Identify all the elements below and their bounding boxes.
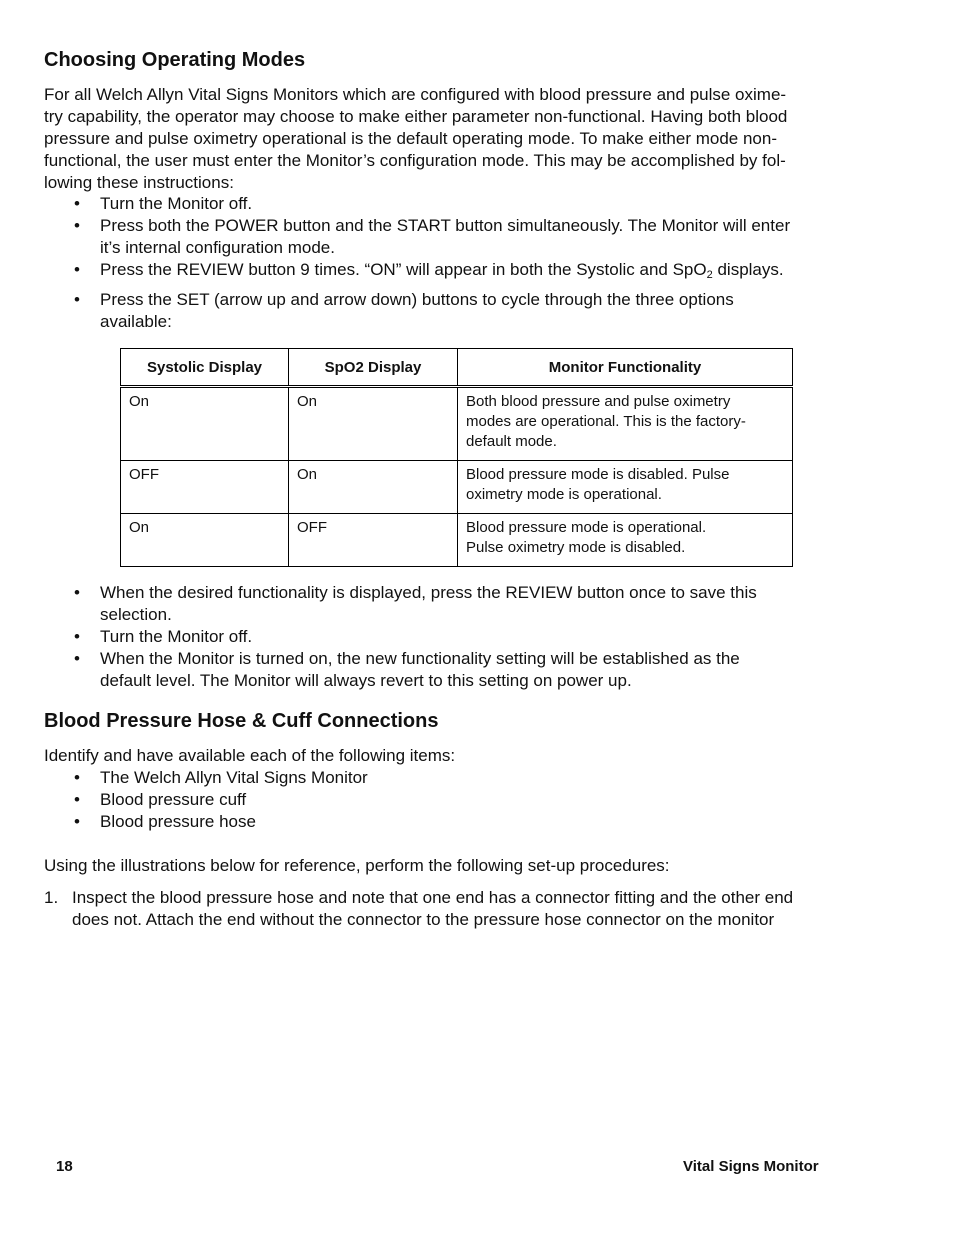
step-number: 1. [44,888,59,907]
intro-line: pressure and pulse oximetry operational is the default operating mode. To make either mode non- [44,129,778,148]
list-item: • Blood pressure hose [44,811,874,833]
list-item: • Press both the POWER button and the START button simultaneously. The Monitor will enter it’s internal configuration mode. [44,215,874,259]
setup-procedure-list [44,887,874,931]
list-item: 1. Inspect the blood pressure hose and note that one end has a connector fitting and the other end does not. Attach the end without the connector to the pressure hose connector on the monitor [44,888,794,929]
items-intro: Identify and have available each of the following items: [44,746,456,765]
cell-systolic: OFF [121,461,289,514]
operating-modes-table [120,348,793,567]
list-item: • Turn the Monitor off. [44,193,874,215]
cell-systolic: On [121,514,289,567]
intro-line: functional, the user must enter the Monitor’s configuration mode. This may be accomplished by fol- [44,151,786,170]
table-row [121,514,793,567]
header-systolic-display: Systolic Display [121,349,289,387]
list-item: • Press the SET (arrow up and arrow down) buttons to cycle through the three options available: [44,289,874,333]
section-heading-hose-cuff: Blood Pressure Hose & Cuff Connections [44,710,439,732]
reference-paragraph: Using the illustrations below for reference, perform the following set-up procedures: [44,856,670,875]
footer-title: Vital Signs Monitor [683,1158,819,1175]
items-list [44,767,874,833]
cell-spo2: On [289,387,458,461]
intro-line: For all Welch Allyn Vital Signs Monitors which are configured with blood pressure and pulse oxime- [44,85,787,104]
table-row [121,461,793,514]
list-item: • Turn the Monitor off. [44,626,874,648]
cell-systolic: On [121,387,289,461]
intro-paragraph [44,84,872,194]
post-config-steps-list [44,582,874,692]
footer-page-number: 18 [56,1158,73,1175]
cell-functionality: Blood pressure mode is operational. Pulse oximetry mode is disabled. [458,514,793,567]
intro-line: lowing these instructions: [44,173,234,192]
list-item: • Press the REVIEW button 9 times. “ON” will appear in both the Systolic and SpO$_2$ displays. [44,259,874,286]
cell-spo2: OFF [289,514,458,567]
header-spo2-display: SpO2 Display [289,349,458,387]
list-item: • The Welch Allyn Vital Signs Monitor [44,767,874,789]
config-steps-list [44,193,874,333]
table-header-row [121,349,793,387]
header-monitor-functionality: Monitor Functionality [458,349,793,387]
cell-functionality: Both blood pressure and pulse oximetry modes are operational. This is the factory- default mode. [458,387,793,461]
cell-spo2: On [289,461,458,514]
list-item: • Blood pressure cuff [44,789,874,811]
list-item: • When the Monitor is turned on, the new functionality setting will be established as the default level. The Monitor will always revert to this setting on power up. [44,648,874,692]
table-row [121,387,793,461]
list-item: • When the desired functionality is displayed, press the REVIEW button once to save this selection. [44,582,874,626]
intro-line: try capability, the operator may choose to make either parameter non-functional. Having both blood [44,107,788,126]
cell-functionality: Blood pressure mode is disabled. Pulse oximetry mode is operational. [458,461,793,514]
section-heading-operating-modes: Choosing Operating Modes [44,49,306,71]
